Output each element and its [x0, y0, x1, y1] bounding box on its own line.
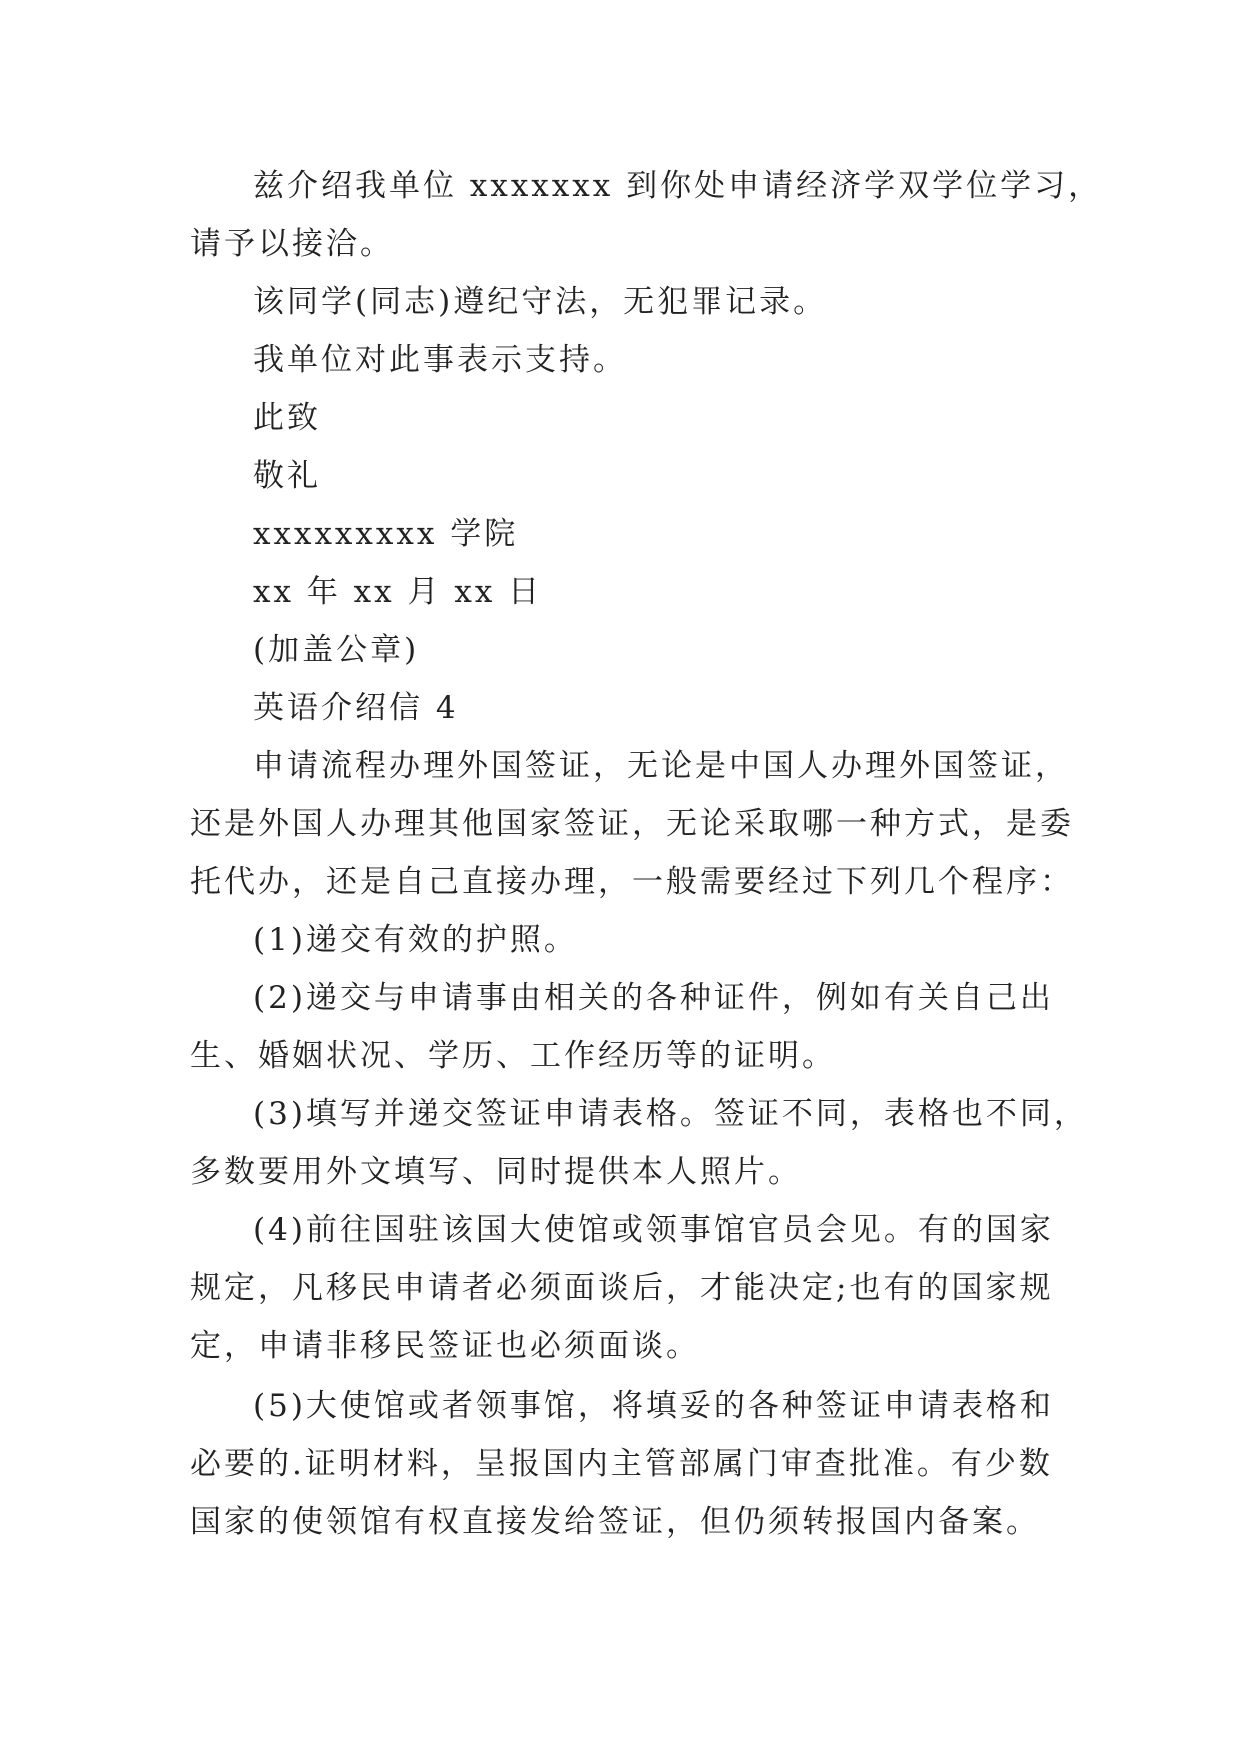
signature-org: xxxxxxxxx 学院 — [253, 516, 519, 552]
paragraph-line: 托代办，还是自己直接办理，一般需要经过下列几个程序： — [190, 864, 1074, 900]
paragraph-line: 该同学(同志)遵纪守法，无犯罪记录。 — [253, 284, 828, 320]
seal-note: (加盖公章) — [253, 632, 420, 668]
list-item-continuation: 规定，凡移民申请者必须面谈后，才能决定;也有的国家规 — [190, 1270, 1054, 1306]
paragraph-line: 请予以接洽。 — [190, 226, 394, 262]
list-item-continuation: 生、婚姻状况、学历、工作经历等的证明。 — [190, 1038, 836, 1074]
list-item-continuation: 多数要用外文填写、同时提供本人照片。 — [190, 1154, 802, 1190]
list-item: (2)递交与申请事由相关的各种证件，例如有关自己出 — [253, 980, 1054, 1016]
list-item-continuation: 必要的.证明材料，呈报国内主管部属门审查批准。有少数 — [190, 1446, 1053, 1482]
list-item-continuation: 定，申请非移民签证也必须面谈。 — [190, 1328, 700, 1364]
paragraph-line: 我单位对此事表示支持。 — [253, 342, 627, 378]
list-item: (4)前往国驻该国大使馆或领事馆官员会见。有的国家 — [253, 1212, 1054, 1248]
paragraph-line: 申请流程办理外国签证，无论是中国人办理外国签证， — [253, 748, 1069, 784]
list-item-continuation: 国家的使领馆有权直接发给签证，但仍须转报国内备案。 — [190, 1504, 1040, 1540]
paragraph-line: 兹介绍我单位 xxxxxxx 到你处申请经济学双学位学习， — [253, 168, 1103, 204]
section-heading: 英语介绍信 4 — [253, 690, 459, 726]
list-item: (3)填写并递交签证申请表格。签证不同，表格也不同， — [253, 1096, 1088, 1132]
signature-date: xx 年 xx 月 xx 日 — [253, 574, 543, 610]
paragraph-line: 还是外国人办理其他国家签证，无论采取哪一种方式，是委 — [190, 806, 1074, 842]
salutation-line: 敬礼 — [253, 458, 321, 494]
closing-line: 此致 — [253, 400, 321, 436]
list-item: (5)大使馆或者领事馆，将填妥的各种签证申请表格和 — [253, 1388, 1054, 1424]
list-item: (1)递交有效的护照。 — [253, 922, 578, 958]
